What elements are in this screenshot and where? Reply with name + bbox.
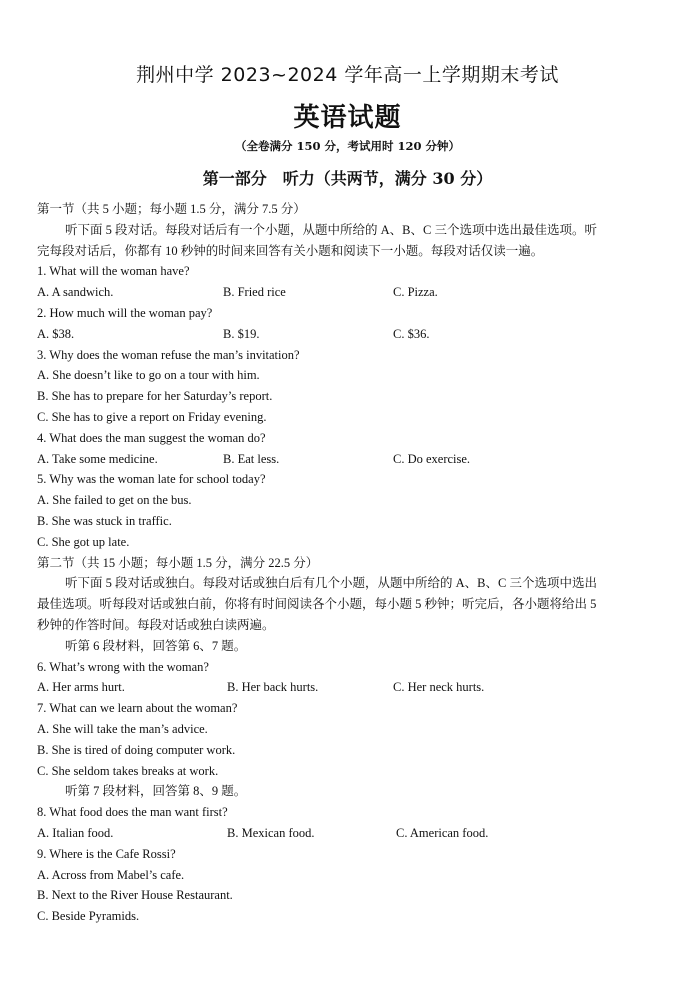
option-a: A. She failed to get on the bus.	[37, 493, 192, 508]
option-a: A. Her arms hurt.	[37, 680, 125, 695]
option-b: B. $19.	[223, 326, 260, 341]
question-stem: 8. What food does the man want first?	[37, 805, 228, 820]
option-b: B. She was stuck in traffic.	[37, 513, 172, 528]
option-row	[37, 823, 662, 844]
option-c: C. She got up late.	[37, 534, 130, 549]
option-b: B. She has to prepare for her Saturday’s report.	[37, 389, 273, 404]
instruction-line: 最佳选项。听每段对话或独白前，你将有时间阅读各个小题，每小题 5 秒钟；听完后，各小题将给出 5	[37, 597, 597, 612]
option-b: B. Mexican food.	[227, 825, 315, 840]
question-stem: 7. What can we learn about the woman?	[37, 701, 238, 716]
option-a: A. $38.	[37, 326, 75, 341]
question-stem: 9. Where is the Cafe Rossi?	[37, 846, 176, 861]
option-c: C. Her neck hurts.	[393, 680, 485, 695]
option-row	[37, 282, 662, 303]
question-stem: 1. What will the woman have?	[37, 264, 190, 279]
option-b: B. Fried rice	[223, 285, 286, 300]
option-c: C. Beside Pyramids.	[37, 909, 140, 924]
option-a: A. Take some medicine.	[37, 451, 158, 466]
section-heading: 第一节（共 5 小题；每小题 1.5 分，满分 7.5 分）	[37, 202, 306, 216]
question-stem: 5. Why was the woman late for school today?	[37, 472, 266, 487]
option-a: A. She doesn’t like to go on a tour with him.	[37, 368, 260, 383]
option-a: A. Italian food.	[37, 825, 114, 840]
question-stem: 4. What does the man suggest the woman do?	[37, 430, 266, 445]
material-note: 听第 7 段材料，回答第 8、9 题。	[65, 784, 247, 799]
instruction-line: 听下面 5 段对话。每段对话后有一个小题，从题中所给的 A、B、C 三个选项中选出最佳选项。听	[65, 222, 597, 237]
subject-title: 英语试题	[293, 103, 402, 133]
option-a: A. Across from Mabel’s cafe.	[37, 867, 185, 882]
option-b: B. Eat less.	[223, 451, 280, 466]
option-b: B. Her back hurts.	[227, 680, 319, 695]
material-note: 听第 6 段材料，回答第 6、7 题。	[65, 638, 247, 653]
score-time-note: （全卷满分 150 分，考试用时 120 分钟）	[234, 139, 461, 153]
option-c: C. She has to give a report on Friday evening.	[37, 409, 267, 424]
exam-title: 荆州中学 2023~2024 学年高一上学期期末考试	[136, 64, 559, 86]
option-row	[37, 677, 662, 698]
exam-body	[37, 199, 662, 927]
option-c: C. Pizza.	[393, 285, 438, 300]
option-c: C. Do exercise.	[393, 451, 471, 466]
instruction-line: 完每段对话后，你都有 10 秒钟的时间来回答有关小题和阅读下一小题。每段对话仅读一遍。	[37, 243, 544, 258]
option-a: A. A sandwich.	[37, 285, 114, 300]
option-c: C. $36.	[393, 326, 430, 341]
option-c: C. She seldom takes breaks at work.	[37, 763, 219, 778]
option-row	[37, 324, 662, 345]
question-stem: 3. Why does the woman refuse the man’s invitation?	[37, 347, 300, 362]
instruction-line: 秒钟的作答时间。每段对话或独白读两遍。	[37, 617, 275, 632]
option-row	[37, 449, 662, 470]
option-a: A. She will take the man’s advice.	[37, 721, 208, 736]
option-c: C. American food.	[396, 825, 489, 840]
question-stem: 6. What’s wrong with the woman?	[37, 659, 209, 674]
part-heading: 第一部分 听力（共两节，满分 30 分）	[202, 169, 493, 188]
option-b: B. Next to the River House Restaurant.	[37, 888, 233, 903]
section-heading: 第二节（共 15 小题；每小题 1.5 分，满分 22.5 分）	[37, 555, 319, 570]
question-stem: 2. How much will the woman pay?	[37, 305, 213, 320]
option-b: B. She is tired of doing computer work.	[37, 742, 236, 757]
instruction-line: 听下面 5 段对话或独白。每段对话或独白后有几个小题，从题中所给的 A、B、C 三个选项中选出	[65, 576, 597, 591]
